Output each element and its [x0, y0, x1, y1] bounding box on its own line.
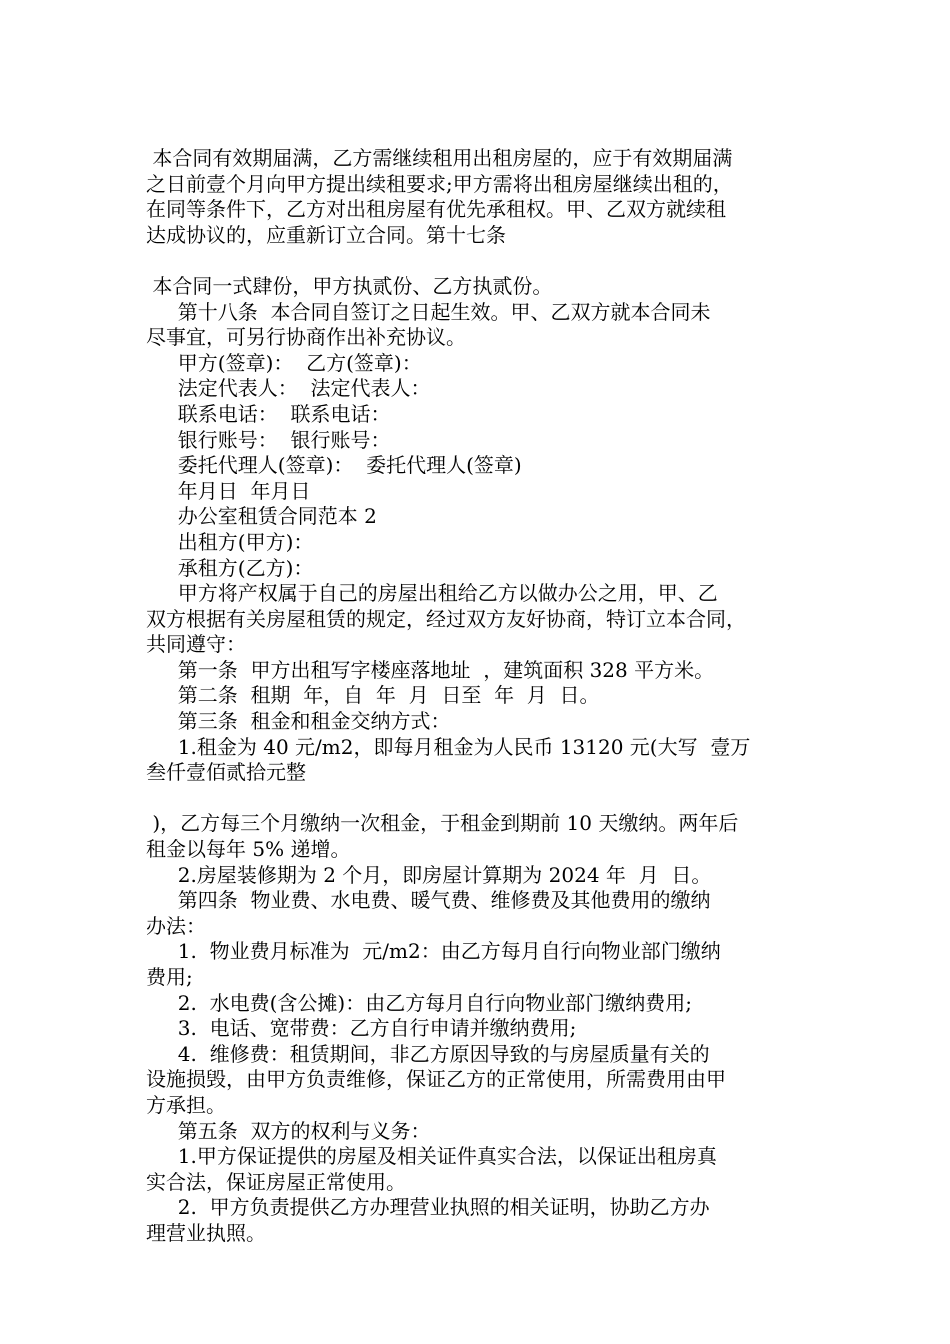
text-line: 出租方(甲方)：	[146, 529, 314, 554]
text-line: 双方根据有关房屋租赁的规定，经过双方友好协商，特订立本合同，	[146, 606, 746, 631]
text-line: 2.房屋装修期为 2 个月，即房屋计算期为 2024 年 月 日。	[146, 862, 712, 887]
text-line: 承租方(乙方)：	[146, 555, 314, 580]
text-line: 1.甲方保证提供的房屋及相关证件真实合法，以保证出租房真	[146, 1144, 717, 1169]
text-line: 联系电话： 联系电话：	[146, 401, 391, 426]
text-line: 年月日 年月日	[146, 478, 311, 503]
text-line: 第二条 租期 年，自 年 月 日至 年 月 日。	[146, 683, 600, 708]
text-line: 第十八条 本合同自签订之日起生效。甲、乙双方就本合同未	[146, 299, 711, 324]
text-line: 法定代表人： 法定代表人：	[146, 376, 431, 401]
text-line: 1.租金为 40 元/m2，即每月租金为人民币 13120 元(大写 壹万	[146, 734, 751, 759]
text-line: 理营业执照。	[146, 1220, 266, 1245]
text-line: 本合同有效期届满，乙方需继续租用出租房屋的，应于有效期届满	[146, 146, 733, 170]
document-page	[146, 146, 816, 1247]
text-line: 第一条 甲方出租写字楼座落地址 ，建筑面积 328 平方米。	[146, 657, 715, 682]
text-line: )，乙方每三个月缴纳一次租金，于租金到期前 10 天缴纳。两年后	[146, 811, 739, 836]
text-line: 第五条 双方的权利与义务：	[146, 1118, 431, 1143]
text-line: 尽事宜，可另行协商作出补充协议。	[146, 325, 466, 350]
text-line: 费用;	[146, 965, 193, 989]
text-line: 银行账号： 银行账号：	[146, 427, 391, 452]
text-line: 1. 物业费月标准为 元/m2：由乙方每月自行向物业部门缴纳	[146, 939, 721, 964]
text-line: 2. 水电费(含公摊)：由乙方每月自行向物业部门缴纳费用;	[146, 990, 692, 1015]
text-line: 设施损毁，由甲方负责维修，保证乙方的正常使用，所需费用由甲	[146, 1067, 726, 1092]
text-line: 委托代理人(签章)： 委托代理人(签章)	[146, 453, 522, 478]
text-line: 甲方(签章)： 乙方(签章)：	[146, 350, 422, 375]
text-line: 叁仟壹佰贰拾元整	[146, 760, 306, 785]
text-line: 之日前壹个月向甲方提出续租要求;甲方需将出租房屋继续出租的，	[146, 171, 733, 196]
text-line: 实合法，保证房屋正常使用。	[146, 1169, 406, 1194]
blank-line	[146, 786, 816, 812]
text-line: 共同遵守：	[146, 632, 246, 657]
text-line: 租金以每年 5% 递增。	[146, 837, 351, 862]
text-line: 方承担。	[146, 1092, 226, 1117]
text-line: 甲方将产权属于自己的房屋出租给乙方以做办公之用，甲、乙	[146, 581, 718, 606]
text-line: 2. 甲方负责提供乙方办理营业执照的相关证明，协助乙方办	[146, 1195, 710, 1220]
blank-line	[146, 248, 816, 274]
text-line: 第四条 物业费、水电费、暖气费、维修费及其他费用的缴纳	[146, 888, 711, 913]
text-line: 办公室租赁合同范本 2	[146, 504, 377, 529]
text-line: 办法：	[146, 913, 206, 938]
text-line: 在同等条件下，乙方对出租房屋有优先承租权。甲、乙双方就续租	[146, 197, 726, 222]
text-line: 4. 维修费：租赁期间，非乙方原因导致的与房屋质量有关的	[146, 1041, 710, 1066]
text-line: 本合同一式肆份，甲方执贰份、乙方执贰份。	[146, 273, 553, 298]
text-line: 3. 电话、宽带费：乙方自行申请并缴纳费用;	[146, 1016, 577, 1041]
text-line: 达成协议的，应重新订立合同。第十七条	[146, 222, 506, 247]
text-line: 第三条 租金和租金交纳方式：	[146, 709, 451, 734]
